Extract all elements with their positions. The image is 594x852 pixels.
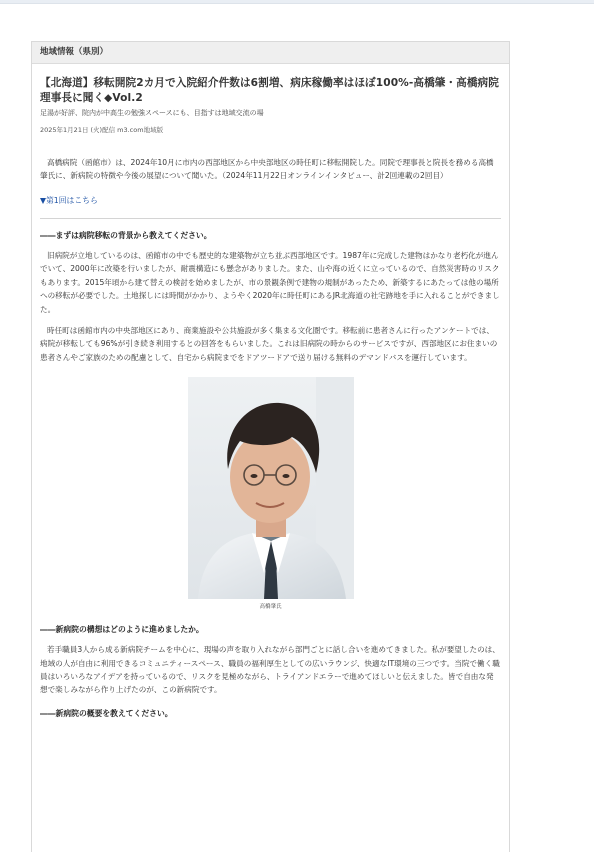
answer-1-paragraph-1: 旧病院が立地しているのは、函館市の中でも歴史的な建築物が立ち並ぶ西部地区です。1987年に完成した建物はかなり老朽化が進んでいて、2000年に改築を行いましたが、耐震構造にも懸念がありました。また、山や海の近くに立っているので、自然災害時のリスクもあります。2015年頃から建て替えの検討を始めましたが、市の景観条例で建物の規制があったため、新築するにあたっては他の場所への移転が必要でした。土地探しには時間がかかり、ようやく2020年に時任町にあるJR北海道の社宅跡地を手に入れることができました。 [40,251,500,314]
question-1: ――まずは病院移転の背景から教えてください。 [40,231,212,240]
answer-1-paragraph-2: 時任町は函館市内の中央部地区にあり、商業施設や公共施設が多く集まる文化圏です。移転前に患者さんに行ったアンケートでは、病院が移転しても96%が引き続き利用するとの回答をもらいました。これは旧病院の時からのサービスですが、西部地区にお住まいの患者さんやご家族のための配慮として、自宅から病院までをドアツードアで送り届ける無料のデマンドバスを運行しています。 [40,326,498,362]
article-card [31,41,510,852]
article-headline: 【北海道】移転開院2カ月で入院紹介件数は6割増、病床稼働率はほぼ100%-高橋肇・高橋病院理事長に聞く◆Vol.2 [40,77,499,104]
article-subtitle: 足湯が好評、院内が中高生の勉強スペースにも、目指すは地域交流の場 [40,109,264,117]
photo-caption: 高橋肇氏 [259,604,282,611]
question-3: ――新病院の概要を教えてください。 [40,708,173,718]
question-2: ――新病院の構想はどのように進めましたか。 [40,625,204,635]
article-body [32,76,509,719]
article-intro: 高橋病院（函館市）は、2024年10月に市内の西部地区から中央部地区の時任町に移転開院した。同院で理事長と院長を務める高橋肇氏に、新病院の特徴や今後の展望について聞いた。（2024年11月22日オンラインインタビュー、計2回連載の2回目） [40,158,494,180]
browser-top-bar [0,0,594,4]
portrait-photo [188,377,354,599]
photo-figure [40,377,501,611]
article-dateline: 2025年1月21日 (火)配信 m3.com地域版 [40,126,164,134]
part1-link[interactable]: ▼第1回はこちら [40,196,98,205]
section-header: 地域情報（県別） [32,42,509,64]
divider [40,218,501,219]
answer-2-paragraph-1: 若手職員3人から成る新病院チームを中心に、現場の声を取り入れながら部門ごとに話し合いを進めてきました。私が要望したのは、地域の人が自由に利用できるコミュニティースペース、職員の福利厚生としての広いラウンジ、快適なIT環境の三つです。当院で働く職員はいろいろなアイデアを持っているので、リスクを見極めながら、トライアンドエラーで進めてほしいと伝えました。皆で自由な発想で楽しみながら作り上げたのが、この新病院です。 [40,645,500,695]
